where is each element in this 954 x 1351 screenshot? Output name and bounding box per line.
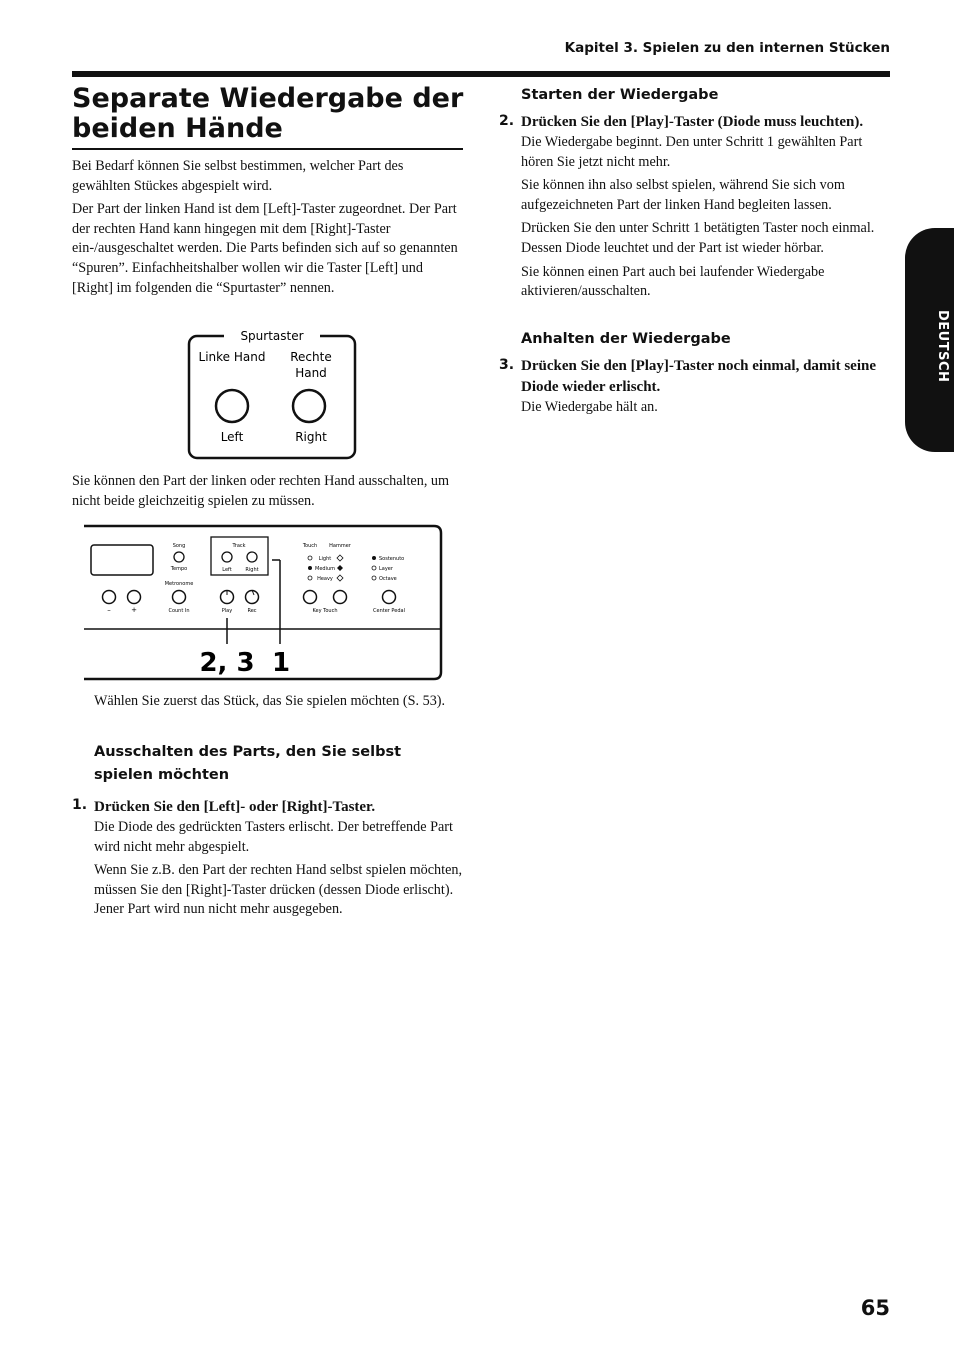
step-3 [521, 356, 891, 422]
metronome-label: Metronome [164, 581, 194, 587]
track-left-button[interactable] [222, 552, 232, 562]
tempo-label: Tempo [170, 566, 188, 572]
left-button[interactable] [216, 390, 248, 422]
song-tempo-button[interactable] [174, 552, 184, 562]
callout-1: 1 [271, 648, 291, 678]
count-in-label: Count In [168, 608, 190, 614]
metronome-button[interactable] [173, 591, 186, 604]
sostenuto-label: Sostenuto [379, 556, 405, 562]
display-icon [91, 545, 153, 575]
play-label: Play [221, 608, 233, 614]
minus-label: – [107, 606, 111, 614]
key-touch-button-2[interactable] [334, 591, 347, 604]
step-2-text: Drücken Sie den [Play]-Taster (Diode muss leuchten). [521, 114, 864, 130]
section-3 [521, 328, 891, 351]
step-1-number: 1. [72, 797, 88, 813]
step-1-paragraph: Wenn Sie z.B. den Part der rechten Hand selbst spielen möchten, müssen Sie den [Right]-Taster drücken (dessen Diode erlischt). Jener Part wird nun nicht mehr ausgegeben. [94, 862, 463, 918]
prep-paragraph: Wählen Sie zuerst das Stück, das Sie spielen möchten (S. 53). [94, 693, 446, 709]
step-1-text: Drücken Sie den [Left]- oder [Right]-Taster. [94, 799, 376, 815]
left-hand-label: Linke Hand [198, 350, 266, 364]
touch-label: Touch [302, 543, 318, 549]
section-1-heading: Ausschalten des Parts, den Sie selbst spielen möchten [94, 744, 402, 783]
step-2 [521, 112, 891, 306]
chapter-header: Kapitel 3. Spielen zu den internen Stücken [564, 40, 890, 56]
step-2-paragraph: Drücken Sie den unter Schritt 1 betätigten Taster noch einmal. Dessen Diode leuchtet und der Part ist wieder hörbar. [521, 220, 875, 256]
center-pedal-label: Center Pedal [373, 608, 405, 614]
step-3-paragraph: Die Wiedergabe hält an. [521, 399, 658, 415]
track-left-label: Left [222, 567, 232, 573]
header-rule [72, 71, 890, 77]
light-label: Light [318, 556, 332, 562]
rec-label: Rec [247, 608, 257, 614]
plus-button[interactable] [128, 591, 141, 604]
hammer-label: Hammer [329, 543, 351, 549]
page-number: 65 [860, 1296, 890, 1320]
track-label: Track [232, 543, 246, 549]
figure-title: Spurtaster [240, 330, 304, 343]
section-1 [94, 741, 464, 787]
layer-label: Layer [379, 566, 393, 572]
heavy-label: Heavy [317, 576, 333, 582]
octave-label: Octave [379, 576, 397, 582]
page-title: Separate Wiedergabe der beiden Hände [72, 83, 464, 144]
step-2-paragraph: Sie können ihn also selbst spielen, während Sie sich vom aufgezeichneten Part der linken Hand begleiten lassen. [521, 177, 845, 213]
after-figure-paragraph: Sie können den Part der linken oder rechten Hand ausschalten, um nicht beide gleichzeitig spielen zu müssen. [72, 473, 450, 509]
plus-label: + [131, 606, 137, 614]
step-2-number: 2. [499, 113, 515, 129]
intro-paragraph: Bei Bedarf können Sie selbst bestimmen, welcher Part des gewählten Stückes abgespielt wird. [72, 158, 404, 194]
right-hand-label-1: Rechte [290, 350, 332, 364]
right-button-label: Right [295, 430, 327, 444]
callout-2-3: 2, 3 [199, 648, 255, 678]
track-right-button[interactable] [247, 552, 257, 562]
medium-label: Medium [315, 566, 335, 572]
figure-panel [84, 524, 444, 684]
section-2 [521, 84, 891, 107]
track-right-label: Right [245, 567, 259, 573]
right-hand-label-2: Hand [295, 366, 327, 380]
figure-track-buttons [186, 330, 358, 462]
intro-block [72, 157, 464, 302]
rec-button[interactable] [246, 591, 259, 604]
step-2-paragraph: Die Wiedergabe beginnt. Den unter Schritt 1 gewählten Part hören Sie jetzt nicht mehr. [521, 134, 863, 170]
right-button[interactable] [293, 390, 325, 422]
step-1-paragraph: Die Diode des gedrückten Tasters erlischt. Der betreffende Part wird nicht mehr abgespielt. [94, 819, 453, 855]
minus-button[interactable] [103, 591, 116, 604]
song-label: Song [172, 543, 186, 549]
section-3-heading: Anhalten der Wiedergabe [521, 331, 731, 347]
step-2-paragraph: Sie können einen Part auch bei laufender Wiedergabe aktivieren/ausschalten. [521, 263, 825, 300]
intro-paragraph: Der Part der linken Hand ist dem [Left]-Taster zugeordnet. Der Part der rechten Hand kann hingegen mit dem [Right]-Taster ein-/ausgeschaltet werden. Die Parts befinden sich auf so genannten “Spuren”. Einfachheitshalber wollen wir die Taster [Left] und [Right] im folgenden die “Spurtaster” nennen. [72, 201, 458, 296]
key-touch-button-1[interactable] [304, 591, 317, 604]
title-rule [72, 148, 463, 150]
section-2-heading: Starten der Wiedergabe [521, 87, 719, 103]
step-1 [94, 797, 464, 924]
left-button-label: Left [220, 430, 244, 444]
step-3-text: Drücken Sie den [Play]-Taster noch einmal, damit seine Diode wieder erlischt. [521, 358, 876, 395]
step-3-number: 3. [499, 357, 515, 373]
center-pedal-button[interactable] [383, 591, 396, 604]
language-tab-label: DEUTSCH [935, 310, 950, 383]
key-touch-label: Key Touch [312, 608, 338, 614]
